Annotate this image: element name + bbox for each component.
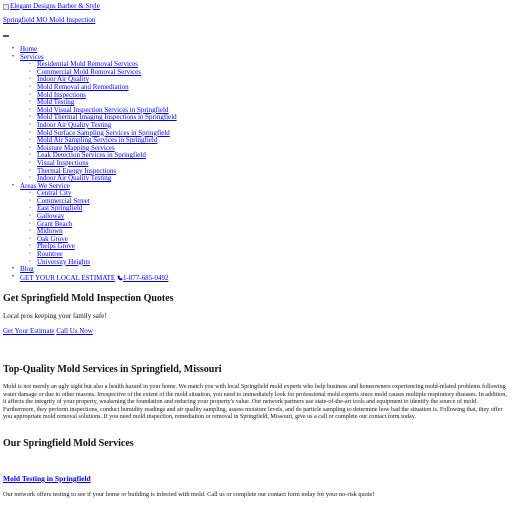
services-submenu xyxy=(37,61,177,183)
area-link-galloway[interactable]: Galloway xyxy=(37,212,65,221)
site-name-link[interactable]: Springfield MO Mold Inspection xyxy=(3,16,96,24)
call-us-link[interactable]: Call Us Now xyxy=(56,327,93,335)
submenu-link-visual-inspections[interactable]: Visual Inspections xyxy=(37,158,89,167)
submenu-link-surface-sampling[interactable]: Mold Surface Sampling Services in Springfield xyxy=(37,128,170,137)
submenu-link-mold-removal-remediation[interactable]: Mold Removal and Remediation xyxy=(37,82,129,91)
area-link-oak-grove[interactable]: Oak Grove xyxy=(37,234,68,243)
nav-estimate-row xyxy=(20,274,177,283)
area-link-commercial-street[interactable]: Commercial Street xyxy=(37,196,90,205)
nav-link-areas[interactable]: Areas We Service xyxy=(20,181,70,190)
phone-link[interactable] xyxy=(117,274,169,282)
main-nav xyxy=(20,46,177,282)
submenu-item xyxy=(37,259,177,267)
submenu-link-visual-inspection[interactable]: Mold Visual Inspection Services in Springfield xyxy=(37,105,169,114)
section-title: Top-Quality Mold Services in Springfield, Missouri xyxy=(3,364,222,375)
nav-link-blog[interactable]: Blog xyxy=(20,265,34,274)
submenu-link-indoor-air-quality-testing[interactable]: Indoor Air Quality Testing xyxy=(37,120,112,129)
nav-item-blog xyxy=(20,266,177,274)
submenu-link-leak-detection[interactable]: Leak Detection Services in Springfield xyxy=(37,151,146,160)
areas-submenu xyxy=(37,190,177,266)
submenu-link-indoor-air-quality[interactable]: Indoor Air Quality xyxy=(37,75,90,84)
submenu-link-thermal-energy[interactable]: Thermal Energy Inspections xyxy=(37,166,117,175)
get-estimate-link[interactable]: Get Your Estimate xyxy=(3,327,55,335)
nav-item-areas xyxy=(20,183,177,267)
submenu-link-moisture-mapping[interactable]: Moisture Mapping Services xyxy=(37,143,115,152)
area-link-rountree[interactable]: Rountree xyxy=(37,250,63,259)
submenu-link-mold-inspections[interactable]: Mold Inspections xyxy=(37,90,86,99)
nav-link-home[interactable]: Home xyxy=(20,45,38,53)
hero-title: Get Springfield Mold Inspection Quotes xyxy=(3,293,174,304)
area-link-east-springfield[interactable]: East Springfield xyxy=(37,204,83,213)
hero-cta-row xyxy=(3,328,93,336)
phone-number: 1-877-685-0492 xyxy=(122,273,169,282)
submenu-link-mold-testing[interactable]: Mold Testing xyxy=(37,98,75,107)
submenu-link-residential-mold-removal[interactable]: Residential Mold Removal Services xyxy=(37,60,138,69)
logo-link[interactable] xyxy=(3,3,100,11)
hero-tagline: Local pros keeping your family safe! xyxy=(3,312,107,320)
mold-testing-heading xyxy=(3,474,91,483)
nav-item-services xyxy=(20,54,177,183)
section-paragraph: Mold is not merely an ugly sight but also a health hazard in your home. We match you with local Springfield mold experts who help business and homeowners experiencing mold-related problems following water damage or due to other reasons. Irrespective of the extent of the mold situation, you need to immediately look for professional mold experts since mold causes multiple respiratory diseases. In addition, it affects the integrity of your property, weakening the foundation and reducing your property's value. Our network partners use state-of-the-art tools and equipment to identify the source of mold. Furthermore, they perform inspections, conduct humidity readings and air quality sampling, assess moisture levels, and do particle sampling to determine how bad the situation is. Following that, they offer you appropriate mold removal solutions. If you need mold inspection, remediation or removal in Springfield, Missouri, give us a call or complete our contact form today. xyxy=(3,384,507,420)
broken-image-icon xyxy=(3,4,9,10)
phone-icon xyxy=(117,275,123,281)
services-title: Our Springfield Mold Services xyxy=(3,438,134,449)
area-link-university-heights[interactable]: University Heights xyxy=(37,257,91,266)
submenu-link-indoor-air-quality-testing-2[interactable]: Indoor Air Quality Testing xyxy=(37,174,112,183)
mold-testing-link[interactable]: Mold Testing in Springfield xyxy=(3,474,91,483)
area-link-grant-beach[interactable]: Grant Beach xyxy=(37,219,73,228)
submenu-link-commercial-mold-removal[interactable]: Commercial Mold Removal Services xyxy=(37,67,142,76)
logo-alt-text[interactable]: Elegant Designs Barber & Style xyxy=(10,2,100,10)
area-link-midtown[interactable]: Midtown xyxy=(37,227,63,236)
area-link-central-city[interactable]: Central City xyxy=(37,189,72,198)
estimate-link[interactable]: GET YOUR LOCAL ESTIMATE xyxy=(20,273,116,282)
mold-testing-text: Our network offers testing to see if your home or building is infected with mold. Call us or complete our contact form today for your no-risk quote! xyxy=(3,491,375,498)
submenu-link-thermal-imaging[interactable]: Mold Thermal Imaging Inspections in Springfield xyxy=(37,113,177,122)
submenu-link-air-sampling[interactable]: Mold Air Sampling Services in Springfield xyxy=(37,136,158,145)
nav-link-services[interactable]: Services xyxy=(20,52,44,61)
menu-toggle-button[interactable] xyxy=(3,35,9,37)
area-link-phelps-grove[interactable]: Phelps Grove xyxy=(37,242,75,251)
